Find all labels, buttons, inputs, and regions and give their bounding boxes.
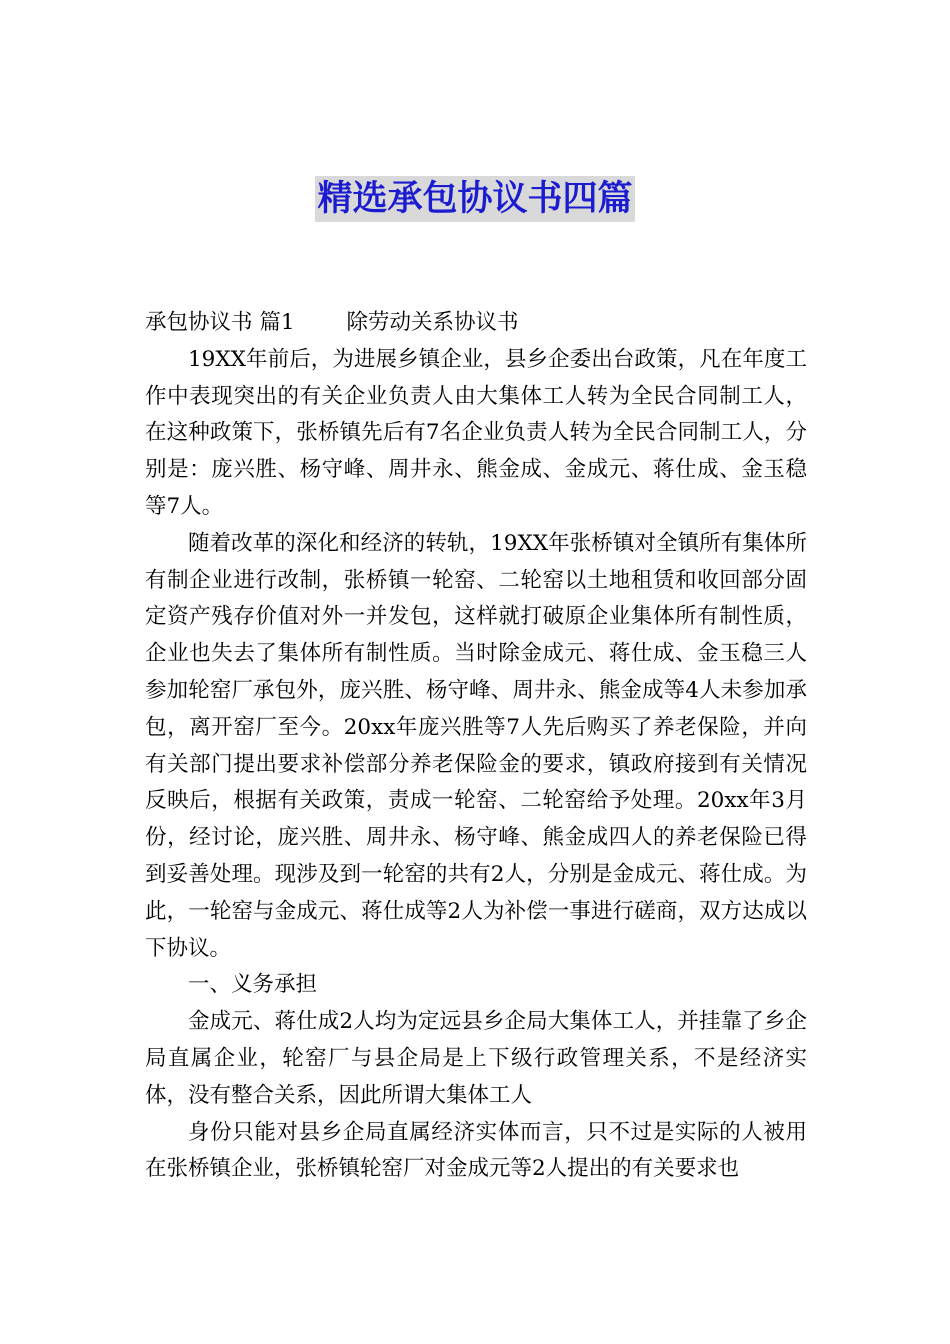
paragraph-1: 19XX年前后，为进展乡镇企业，县乡企委出台政策，凡在年度工作中表现突出的有关企业负责人由大集体工人转为全民合同制工人，在这种政策下，张桥镇先后有7名企业负责人转为全民合同制工人，分别是：庞兴胜、杨守峰、周井永、熊金成、金成元、蒋仕成、金玉稳等7人。 — [145, 346, 807, 519]
section-heading — [145, 305, 807, 342]
subheading-obligations: 一、义务承担 — [188, 972, 318, 998]
title-container — [0, 176, 950, 222]
section-label: 承包协议书 篇1 — [145, 310, 295, 335]
paragraph-3: 金成元、蒋仕成2人均为定远县乡企局大集体工人，并挂靠了乡企局直属企业，轮窑厂与县企局是上下级行政管理关系，不是经济实体，没有整合关系，因此所谓大集体工人 — [145, 1009, 807, 1108]
section-title: 除劳动关系协议书 — [346, 310, 519, 335]
paragraph-2: 随着改革的深化和经济的转轨，19XX年张桥镇对全镇所有集体所有制企业进行改制，张桥镇一轮窑、二轮窑以土地租赁和收回部分固定资产残存价值对外一并发包，这样就打破原企业集体所有制性质，企业也失去了集体所有制性质。当时除金成元、蒋仕成、金玉稳三人参加轮窑厂承包外，庞兴胜、杨守峰、周井永、熊金成等4人未参加承包，离开窑厂至今。20xx年庞兴胜等7人先后购买了养老保险，并向有关部门提出要求补偿部分养老保险金的要求，镇政府接到有关情况反映后，根据有关政策，责成一轮窑、二轮窑给予处理。20xx年3月份，经讨论，庞兴胜、周井永、杨守峰、熊金成四人的养老保险已得到妥善处理。现涉及到一轮窑的共有2人，分别是金成元、蒋仕成。为此，一轮窑与金成元、蒋仕成等2人为补偿一事进行磋商，双方达成以下协议。 — [145, 530, 807, 961]
document-body — [145, 305, 807, 1188]
document-title: 精选承包协议书四篇 — [315, 176, 634, 222]
paragraph-4: 身份只能对县乡企局直属经济实体而言，只不过是实际的人被用在张桥镇企业，张桥镇轮窑厂对金成元等2人提出的有关要求也 — [145, 1119, 807, 1182]
